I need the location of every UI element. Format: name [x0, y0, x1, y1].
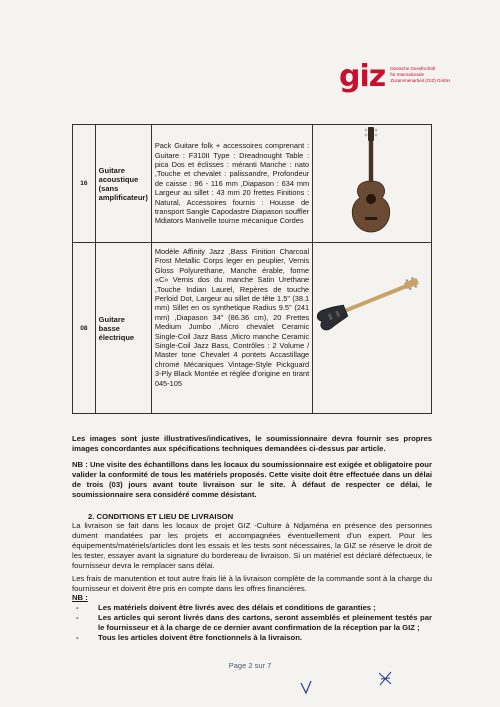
delivery-paragraph: La livraison se fait dans les locaux de projet GIZ -Culture à Ndjaména en présence des personnes dument mandatées par les projets et accompagnées éventuellement d'un expert. Pour les équipements/matériels/articles dont les essais et les tests sont nécessaires, la GIZ se réserve le droit de les tester, essayer avant la signature du bordereau de livraison. Si un matériel est déclaré défectueux, le fournisseur devra le remplacer sans délai. — [72, 521, 432, 570]
handwritten-mark — [298, 680, 314, 696]
acoustic-guitar-photo — [317, 125, 427, 237]
giz-logo-text: Deutsche Gesellschaft für Internationale Zusammenarbeit (GIZ) GmbH — [390, 66, 450, 83]
table-row — [73, 243, 432, 414]
fees-paragraph: Les frais de manutention et tout autre frais lié à la livraison complète de la commande sont à la charge du fournisseur et doivent être pris en compte dans les offres financières. — [72, 574, 432, 593]
page-footer: Page 2 sur 7 — [228, 661, 272, 670]
list-item: - Tous les articles doivent être fonctionnels à la livraison. — [72, 633, 432, 643]
illustrative-note: Les images sont juste illustratives/indicatives, le soumissionnaire devra fournir ses propres images concordantes aux spécifications techniques demandées ci-dessus par article. — [72, 434, 432, 453]
item-name: Guitare acoustique (sans amplificateur) — [95, 125, 151, 243]
item-description: Pack Guitare folk + accessoires comprenant : Guitare : F310II Type : Dreadnought Table : pica Dos et éclisses : méranti Manche : nato ,Touche et chevalet : palissandre, Profondeur de caisse : 96 - 116 mm ,Diapason : 634 mm Largeur au sillet : 43 mm 20 frettes Finitions : Natural, Accessoires fournis : Housse de transport Sangle Capodastre Diapason souffler Mdiators Manivelle tourne mécanique Cordes — [151, 125, 312, 243]
giz-logo — [339, 59, 450, 94]
handwritten-mark — [377, 669, 393, 687]
item-name: Guitare basse électrique — [95, 243, 151, 414]
list-item: - Les matériels doivent être livrés avec des délais et conditions de garanties ; — [72, 603, 432, 613]
item-image-cell — [313, 125, 432, 243]
item-description: Modèle Affinity Jazz ,Bass Finition Charcoal Frost Metallic Corps leger en peuplier, Vernis Gloss Polyurethane, Manche érable, forme «C» Vernis dos du manche Satin Urethane ,Touche Indian Laurel, Repères de touche Perloid Dot, Largeur au sillet de tête 1.5" (38.1 mm) Sillet en os synthetique Radius 9.5" (241 mm) ,Diapason 34" (86.36 cm), 20 Frettes Medium Jumbo ,Micro chevalet Ceramic Single-Coil Jazz Bass ,Micro manche Ceramic Single-Coil Jazz Bass, Contrôles : 2 Volume / Master tone Chevalet 4 pontets Accastillage chromé Mécaniques Vintage-Style Pickguard 3-Ply Black Montée et réglée d'origine en tirant 045-105 — [151, 243, 312, 414]
nb-label: NB : — [72, 593, 88, 602]
visit-note: NB : Une visite des échantillons dans les locaux du soumissionnaire est exigée et obligatoire pour valider la conformité de tous les matériels proposés. Cette visite doit être effectuée dans un délai de trois (03) jours avant toute livraison sur le site. À défaut de respecter ce délai, le soumissionnaire sera considéré comme désistant. — [72, 460, 432, 499]
list-item: - Les articles qui seront livrés dans des cartons, seront assemblés et pleinement testés par le fournisseur et à la charge de ce dernier avant confirmation de la réception par la GIZ ; — [72, 613, 432, 633]
item-image-cell — [313, 243, 432, 414]
section-title: 2. CONDITIONS ET LIEU DE LIVRAISON — [88, 512, 234, 521]
giz-logo-mark: giz — [339, 59, 386, 94]
item-number: 16 — [73, 125, 96, 243]
item-number: 08 — [73, 243, 96, 414]
table-row — [73, 125, 432, 243]
items-table — [72, 124, 432, 414]
electric-bass-photo — [314, 261, 430, 341]
nb-list — [72, 603, 432, 643]
